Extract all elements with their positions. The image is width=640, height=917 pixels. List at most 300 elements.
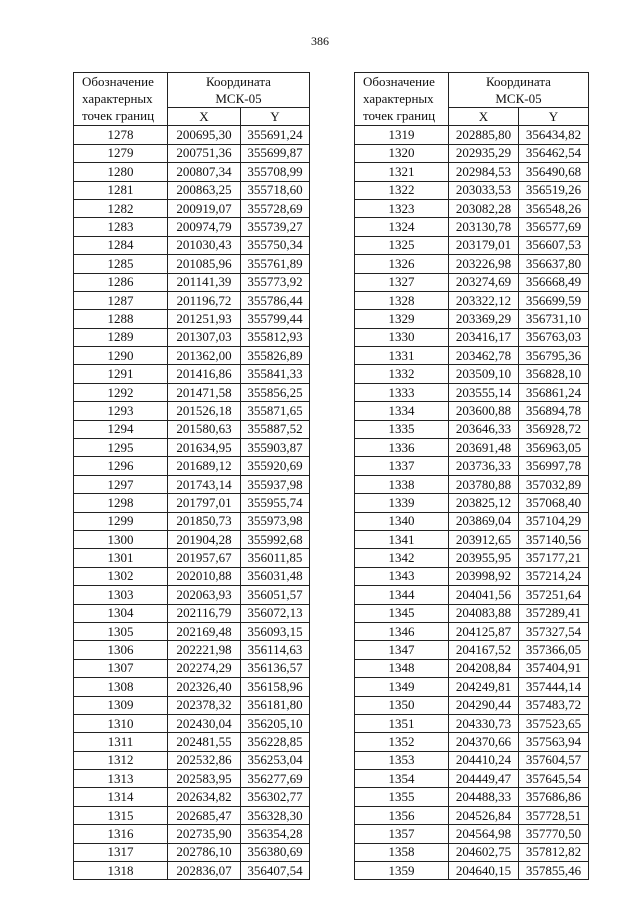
- y-coordinate-cell: 356577,69: [519, 218, 589, 236]
- table-row: [74, 530, 310, 548]
- x-coordinate-cell: 202481,55: [168, 733, 241, 751]
- x-coordinate-cell: 202116,79: [168, 604, 241, 622]
- table-row: [74, 328, 310, 346]
- point-number-cell: 1287: [74, 291, 168, 309]
- x-coordinate-cell: 201471,58: [168, 383, 241, 401]
- coordinates-table-right: [354, 72, 589, 880]
- point-number-cell: 1330: [355, 328, 449, 346]
- table-row: [355, 641, 589, 659]
- table-row: [74, 273, 310, 291]
- point-number-cell: 1356: [355, 806, 449, 824]
- y-coordinate-cell: 356519,26: [519, 181, 589, 199]
- x-coordinate-cell: 201416,86: [168, 365, 241, 383]
- table-row: [74, 255, 310, 273]
- y-coordinate-cell: 356699,59: [519, 291, 589, 309]
- point-number-cell: 1327: [355, 273, 449, 291]
- table-row: [74, 696, 310, 714]
- point-number-cell: 1320: [355, 144, 449, 162]
- x-coordinate-cell: 200695,30: [168, 126, 241, 144]
- x-column-header: X: [449, 108, 519, 126]
- point-number-cell: 1312: [74, 751, 168, 769]
- point-number-cell: 1313: [74, 770, 168, 788]
- y-coordinate-cell: 355773,92: [241, 273, 310, 291]
- point-number-cell: 1355: [355, 788, 449, 806]
- table-row: [355, 402, 589, 420]
- table-row: [355, 310, 589, 328]
- table-row: [355, 622, 589, 640]
- y-coordinate-cell: 357604,57: [519, 751, 589, 769]
- x-coordinate-cell: 201689,12: [168, 457, 241, 475]
- y-coordinate-cell: 356051,57: [241, 586, 310, 604]
- x-column-header: X: [168, 108, 241, 126]
- x-coordinate-cell: 203780,88: [449, 475, 519, 493]
- y-coordinate-cell: 356354,28: [241, 825, 310, 843]
- y-coordinate-cell: 355699,87: [241, 144, 310, 162]
- y-coordinate-cell: 357563,94: [519, 733, 589, 751]
- point-number-cell: 1322: [355, 181, 449, 199]
- x-coordinate-cell: 204249,81: [449, 678, 519, 696]
- x-coordinate-cell: 203736,33: [449, 457, 519, 475]
- x-coordinate-cell: 202532,86: [168, 751, 241, 769]
- y-coordinate-cell: 357728,51: [519, 806, 589, 824]
- x-coordinate-cell: 203462,78: [449, 347, 519, 365]
- point-number-cell: 1301: [74, 549, 168, 567]
- y-coordinate-cell: 357177,21: [519, 549, 589, 567]
- y-coordinate-cell: 356548,26: [519, 199, 589, 217]
- point-designation-header: [74, 73, 168, 126]
- y-coordinate-cell: 355799,44: [241, 310, 310, 328]
- table-row: [74, 512, 310, 530]
- y-coordinate-cell: 356380,69: [241, 843, 310, 861]
- table-row: [355, 494, 589, 512]
- x-coordinate-cell: 201030,43: [168, 236, 241, 254]
- table-row: [355, 439, 589, 457]
- point-number-cell: 1353: [355, 751, 449, 769]
- table-row: [355, 163, 589, 181]
- y-coordinate-cell: 355920,69: [241, 457, 310, 475]
- point-number-cell: 1284: [74, 236, 168, 254]
- x-coordinate-cell: 203369,29: [449, 310, 519, 328]
- point-number-cell: 1304: [74, 604, 168, 622]
- x-coordinate-cell: 203691,48: [449, 439, 519, 457]
- x-coordinate-cell: 200807,34: [168, 163, 241, 181]
- point-number-cell: 1359: [355, 862, 449, 880]
- x-coordinate-cell: 201634,95: [168, 439, 241, 457]
- point-number-cell: 1308: [74, 678, 168, 696]
- table-row: [74, 163, 310, 181]
- point-number-cell: 1331: [355, 347, 449, 365]
- x-coordinate-cell: 201957,67: [168, 549, 241, 567]
- y-coordinate-cell: 356928,72: [519, 420, 589, 438]
- point-number-cell: 1340: [355, 512, 449, 530]
- y-coordinate-cell: 357523,65: [519, 714, 589, 732]
- y-coordinate-cell: 356434,82: [519, 126, 589, 144]
- table-row: [355, 126, 589, 144]
- y-coordinate-cell: 355739,27: [241, 218, 310, 236]
- point-number-cell: 1311: [74, 733, 168, 751]
- y-coordinate-cell: 357289,41: [519, 604, 589, 622]
- point-number-cell: 1280: [74, 163, 168, 181]
- x-coordinate-cell: 202935,29: [449, 144, 519, 162]
- y-coordinate-cell: 355750,34: [241, 236, 310, 254]
- y-coordinate-cell: 356181,80: [241, 696, 310, 714]
- y-coordinate-cell: 355761,89: [241, 255, 310, 273]
- x-coordinate-cell: 204083,88: [449, 604, 519, 622]
- table-row: [355, 586, 589, 604]
- table-row: [74, 383, 310, 401]
- point-number-cell: 1297: [74, 475, 168, 493]
- point-number-cell: 1309: [74, 696, 168, 714]
- x-coordinate-cell: 202836,07: [168, 862, 241, 880]
- header-line: точек границ: [363, 108, 436, 123]
- x-coordinate-cell: 204330,73: [449, 714, 519, 732]
- point-number-cell: 1326: [355, 255, 449, 273]
- table-row: [355, 733, 589, 751]
- x-coordinate-cell: 204488,33: [449, 788, 519, 806]
- point-number-cell: 1292: [74, 383, 168, 401]
- table-row: [74, 402, 310, 420]
- table-row: [355, 862, 589, 880]
- table-row: [355, 181, 589, 199]
- point-number-cell: 1325: [355, 236, 449, 254]
- x-coordinate-cell: 200919,07: [168, 199, 241, 217]
- x-coordinate-cell: 204370,66: [449, 733, 519, 751]
- table-row: [74, 420, 310, 438]
- point-number-cell: 1341: [355, 530, 449, 548]
- point-number-cell: 1317: [74, 843, 168, 861]
- y-column-header: Y: [241, 108, 310, 126]
- y-coordinate-cell: 357645,54: [519, 770, 589, 788]
- point-number-cell: 1336: [355, 439, 449, 457]
- table-row: [74, 641, 310, 659]
- table-row: [74, 126, 310, 144]
- x-coordinate-cell: 204564,98: [449, 825, 519, 843]
- x-coordinate-cell: 203179,01: [449, 236, 519, 254]
- x-coordinate-cell: 201526,18: [168, 402, 241, 420]
- x-coordinate-cell: 202634,82: [168, 788, 241, 806]
- table-row: [355, 751, 589, 769]
- point-designation-header: [355, 73, 449, 126]
- x-coordinate-cell: 202274,29: [168, 659, 241, 677]
- point-number-cell: 1310: [74, 714, 168, 732]
- table-row: [74, 806, 310, 824]
- x-coordinate-cell: 201251,93: [168, 310, 241, 328]
- y-coordinate-cell: 357855,46: [519, 862, 589, 880]
- x-coordinate-cell: 200863,25: [168, 181, 241, 199]
- table-row: [355, 567, 589, 585]
- x-coordinate-cell: 202786,10: [168, 843, 241, 861]
- table-row: [74, 199, 310, 217]
- table-row: [74, 310, 310, 328]
- y-coordinate-cell: 356668,49: [519, 273, 589, 291]
- left-table-body: [74, 126, 310, 880]
- x-coordinate-cell: 204526,84: [449, 806, 519, 824]
- y-coordinate-cell: 355812,93: [241, 328, 310, 346]
- table-row: [74, 843, 310, 861]
- y-coordinate-cell: 356637,80: [519, 255, 589, 273]
- y-coordinate-cell: 356228,85: [241, 733, 310, 751]
- table-row: [355, 770, 589, 788]
- x-coordinate-cell: 202169,48: [168, 622, 241, 640]
- x-coordinate-cell: 202430,04: [168, 714, 241, 732]
- point-number-cell: 1352: [355, 733, 449, 751]
- y-coordinate-cell: 357140,56: [519, 530, 589, 548]
- x-coordinate-cell: 203274,69: [449, 273, 519, 291]
- x-coordinate-cell: 203509,10: [449, 365, 519, 383]
- table-row: [355, 825, 589, 843]
- table-row: [74, 604, 310, 622]
- table-row: [74, 218, 310, 236]
- x-coordinate-cell: 203600,88: [449, 402, 519, 420]
- point-number-cell: 1342: [355, 549, 449, 567]
- x-coordinate-cell: 204410,24: [449, 751, 519, 769]
- point-number-cell: 1349: [355, 678, 449, 696]
- table-row: [355, 549, 589, 567]
- table-row: [74, 751, 310, 769]
- point-number-cell: 1319: [355, 126, 449, 144]
- point-number-cell: 1291: [74, 365, 168, 383]
- table-row: [74, 347, 310, 365]
- x-coordinate-cell: 204208,84: [449, 659, 519, 677]
- x-coordinate-cell: 203416,17: [449, 328, 519, 346]
- table-row: [355, 714, 589, 732]
- y-coordinate-cell: 356462,54: [519, 144, 589, 162]
- point-number-cell: 1285: [74, 255, 168, 273]
- x-coordinate-cell: 204640,15: [449, 862, 519, 880]
- point-number-cell: 1358: [355, 843, 449, 861]
- y-coordinate-cell: 357104,29: [519, 512, 589, 530]
- x-coordinate-cell: 202984,53: [449, 163, 519, 181]
- point-number-cell: 1357: [355, 825, 449, 843]
- x-coordinate-cell: 201307,03: [168, 328, 241, 346]
- y-coordinate-cell: 356963,05: [519, 439, 589, 457]
- x-coordinate-cell: 204167,52: [449, 641, 519, 659]
- y-coordinate-cell: 356328,30: [241, 806, 310, 824]
- table-row: [74, 144, 310, 162]
- table-row: [355, 512, 589, 530]
- x-coordinate-cell: 202735,90: [168, 825, 241, 843]
- x-coordinate-cell: 202583,95: [168, 770, 241, 788]
- y-coordinate-cell: 356253,04: [241, 751, 310, 769]
- table-row: [74, 181, 310, 199]
- y-coordinate-cell: 357327,54: [519, 622, 589, 640]
- point-number-cell: 1306: [74, 641, 168, 659]
- point-number-cell: 1314: [74, 788, 168, 806]
- table-row: [355, 144, 589, 162]
- point-number-cell: 1343: [355, 567, 449, 585]
- y-coordinate-cell: 357214,24: [519, 567, 589, 585]
- y-coordinate-cell: 357686,86: [519, 788, 589, 806]
- x-coordinate-cell: 200751,36: [168, 144, 241, 162]
- point-number-cell: 1324: [355, 218, 449, 236]
- table-row: [355, 255, 589, 273]
- y-coordinate-cell: 357068,40: [519, 494, 589, 512]
- header-line: Обозначение: [363, 74, 435, 89]
- point-number-cell: 1315: [74, 806, 168, 824]
- table-row: [355, 273, 589, 291]
- table-row: [355, 806, 589, 824]
- x-coordinate-cell: 202378,32: [168, 696, 241, 714]
- point-number-cell: 1344: [355, 586, 449, 604]
- x-coordinate-cell: 203033,53: [449, 181, 519, 199]
- x-coordinate-cell: 202326,40: [168, 678, 241, 696]
- header-line: точек границ: [82, 108, 155, 123]
- table-row: [74, 733, 310, 751]
- y-coordinate-cell: 356894,78: [519, 402, 589, 420]
- y-coordinate-cell: 355708,99: [241, 163, 310, 181]
- point-number-cell: 1300: [74, 530, 168, 548]
- x-coordinate-cell: 202685,47: [168, 806, 241, 824]
- point-number-cell: 1337: [355, 457, 449, 475]
- y-coordinate-cell: 356607,53: [519, 236, 589, 254]
- x-coordinate-cell: 201580,63: [168, 420, 241, 438]
- table-row: [74, 549, 310, 567]
- table-row: [355, 420, 589, 438]
- point-number-cell: 1295: [74, 439, 168, 457]
- y-column-header: Y: [519, 108, 589, 126]
- x-coordinate-cell: 200974,79: [168, 218, 241, 236]
- point-number-cell: 1346: [355, 622, 449, 640]
- header-line: МСК-05: [215, 91, 262, 106]
- point-number-cell: 1318: [74, 862, 168, 880]
- table-row: [74, 825, 310, 843]
- header-line: характерных: [363, 91, 434, 106]
- point-number-cell: 1288: [74, 310, 168, 328]
- y-coordinate-cell: 357483,72: [519, 696, 589, 714]
- table-row: [74, 788, 310, 806]
- header-line: Координата: [206, 74, 271, 89]
- x-coordinate-cell: 202221,98: [168, 641, 241, 659]
- x-coordinate-cell: 203825,12: [449, 494, 519, 512]
- point-number-cell: 1339: [355, 494, 449, 512]
- y-coordinate-cell: 356490,68: [519, 163, 589, 181]
- x-coordinate-cell: 203555,14: [449, 383, 519, 401]
- point-number-cell: 1302: [74, 567, 168, 585]
- x-coordinate-cell: 202885,80: [449, 126, 519, 144]
- point-number-cell: 1282: [74, 199, 168, 217]
- header-line: Координата: [486, 74, 551, 89]
- point-number-cell: 1286: [74, 273, 168, 291]
- table-row: [355, 383, 589, 401]
- table-row: [355, 788, 589, 806]
- y-coordinate-cell: 356205,10: [241, 714, 310, 732]
- point-number-cell: 1347: [355, 641, 449, 659]
- y-coordinate-cell: 356828,10: [519, 365, 589, 383]
- x-coordinate-cell: 201797,01: [168, 494, 241, 512]
- table-row: [74, 770, 310, 788]
- table-row: [74, 622, 310, 640]
- table-row: [74, 365, 310, 383]
- y-coordinate-cell: 356302,77: [241, 788, 310, 806]
- y-coordinate-cell: 355786,44: [241, 291, 310, 309]
- point-number-cell: 1334: [355, 402, 449, 420]
- y-coordinate-cell: 355691,24: [241, 126, 310, 144]
- y-coordinate-cell: 355887,52: [241, 420, 310, 438]
- point-number-cell: 1345: [355, 604, 449, 622]
- y-coordinate-cell: 355718,60: [241, 181, 310, 199]
- y-coordinate-cell: 356093,15: [241, 622, 310, 640]
- x-coordinate-cell: 203912,65: [449, 530, 519, 548]
- table-row: [74, 439, 310, 457]
- y-coordinate-cell: 356763,03: [519, 328, 589, 346]
- table-row: [74, 475, 310, 493]
- table-row: [355, 347, 589, 365]
- header-line: характерных: [82, 91, 153, 106]
- point-number-cell: 1289: [74, 328, 168, 346]
- x-coordinate-cell: 204041,56: [449, 586, 519, 604]
- y-coordinate-cell: 355856,25: [241, 383, 310, 401]
- x-coordinate-cell: 201850,73: [168, 512, 241, 530]
- point-number-cell: 1321: [355, 163, 449, 181]
- x-coordinate-cell: 203082,28: [449, 199, 519, 217]
- table-row: [74, 586, 310, 604]
- y-coordinate-cell: 355871,65: [241, 402, 310, 420]
- point-number-cell: 1338: [355, 475, 449, 493]
- point-number-cell: 1296: [74, 457, 168, 475]
- y-coordinate-cell: 356277,69: [241, 770, 310, 788]
- table-row: [355, 365, 589, 383]
- point-number-cell: 1279: [74, 144, 168, 162]
- y-coordinate-cell: 355937,98: [241, 475, 310, 493]
- table-row: [355, 291, 589, 309]
- coordinate-system-header: [168, 73, 310, 108]
- point-number-cell: 1348: [355, 659, 449, 677]
- y-coordinate-cell: 356031,48: [241, 567, 310, 585]
- point-number-cell: 1329: [355, 310, 449, 328]
- x-coordinate-cell: 201743,14: [168, 475, 241, 493]
- table-row: [74, 494, 310, 512]
- table-row: [355, 457, 589, 475]
- point-number-cell: 1290: [74, 347, 168, 365]
- table-row: [74, 291, 310, 309]
- y-coordinate-cell: 356158,96: [241, 678, 310, 696]
- table-row: [355, 678, 589, 696]
- table-row: [74, 567, 310, 585]
- y-coordinate-cell: 355903,87: [241, 439, 310, 457]
- y-coordinate-cell: 357404,91: [519, 659, 589, 677]
- table-row: [355, 843, 589, 861]
- y-coordinate-cell: 355955,74: [241, 494, 310, 512]
- x-coordinate-cell: 204449,47: [449, 770, 519, 788]
- table-row: [355, 218, 589, 236]
- table-row: [355, 696, 589, 714]
- y-coordinate-cell: 357444,14: [519, 678, 589, 696]
- x-coordinate-cell: 203869,04: [449, 512, 519, 530]
- y-coordinate-cell: 355826,89: [241, 347, 310, 365]
- point-number-cell: 1354: [355, 770, 449, 788]
- x-coordinate-cell: 204602,75: [449, 843, 519, 861]
- x-coordinate-cell: 203322,12: [449, 291, 519, 309]
- coordinate-system-header: [449, 73, 589, 108]
- point-number-cell: 1323: [355, 199, 449, 217]
- x-coordinate-cell: 201141,39: [168, 273, 241, 291]
- table-row: [355, 659, 589, 677]
- y-coordinate-cell: 357032,89: [519, 475, 589, 493]
- point-number-cell: 1283: [74, 218, 168, 236]
- coordinates-table-left: [73, 72, 310, 880]
- header-line: МСК-05: [495, 91, 542, 106]
- x-coordinate-cell: 201085,96: [168, 255, 241, 273]
- x-coordinate-cell: 203646,33: [449, 420, 519, 438]
- table-row: [74, 457, 310, 475]
- y-coordinate-cell: 355992,68: [241, 530, 310, 548]
- right-table-body: [355, 126, 589, 880]
- y-coordinate-cell: 356407,54: [241, 862, 310, 880]
- y-coordinate-cell: 356997,78: [519, 457, 589, 475]
- table-row: [355, 475, 589, 493]
- y-coordinate-cell: 355973,98: [241, 512, 310, 530]
- y-coordinate-cell: 356731,10: [519, 310, 589, 328]
